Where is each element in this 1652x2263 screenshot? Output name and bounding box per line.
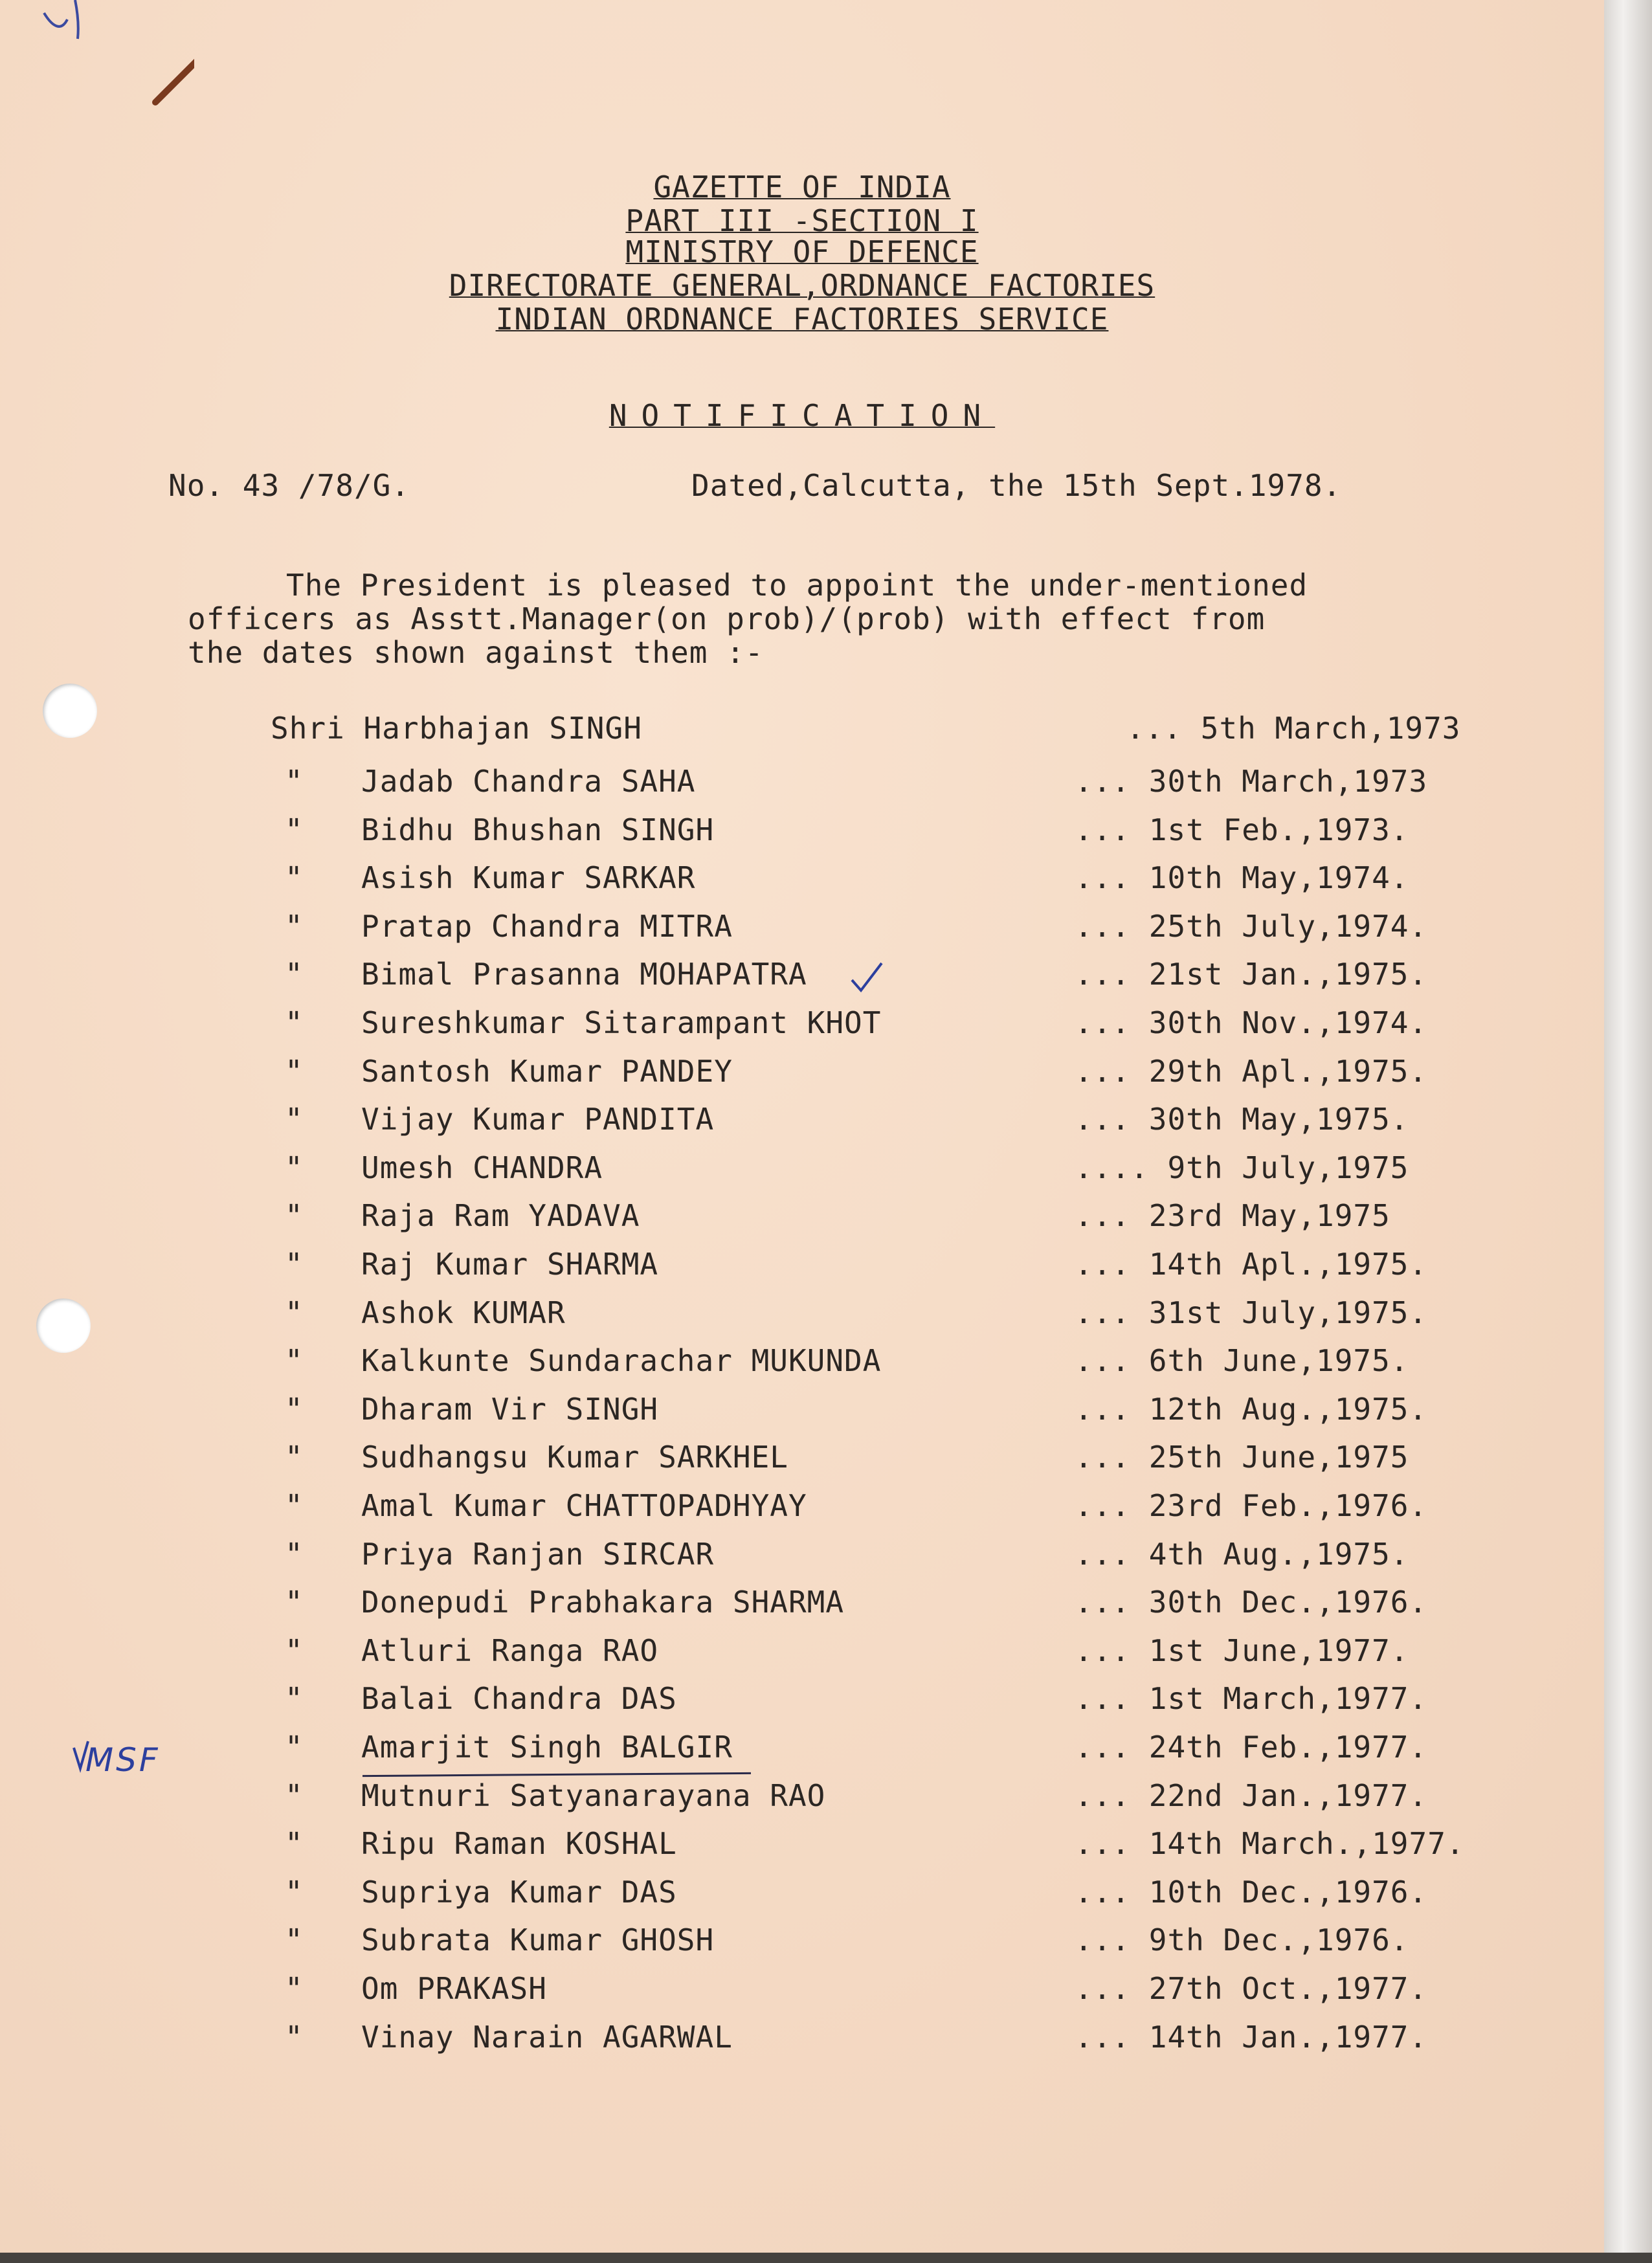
officer-row xyxy=(0,1633,1604,1672)
officer-row xyxy=(0,1537,1604,1576)
officer-date: ... 25th June,1975 xyxy=(1075,1440,1409,1475)
body-paragraph xyxy=(188,568,1308,669)
officer-name: Vinay Narain AGARWAL xyxy=(361,2019,733,2055)
officer-date: ... 9th Dec.,1976. xyxy=(1075,1923,1409,1958)
pencil-scribble-icon xyxy=(39,0,194,129)
officer-row xyxy=(0,1730,1604,1768)
officer-date: ... 1st Feb.,1973. xyxy=(1075,812,1409,847)
officer-date: ... 23rd Feb.,1976. xyxy=(1075,1488,1428,1523)
officer-row xyxy=(0,860,1604,899)
officer-date: ... 27th Oct.,1977. xyxy=(1075,1971,1428,2006)
body-line: The President is pleased to appoint the under-mentioned xyxy=(286,568,1308,603)
ditto-mark: " xyxy=(285,1391,304,1427)
officer-date: ... 14th Apl.,1975. xyxy=(1075,1247,1428,1282)
officer-date: ... 30th May,1975. xyxy=(1075,1102,1409,1137)
officer-row xyxy=(0,1392,1604,1431)
ditto-mark: " xyxy=(285,1778,304,1813)
officer-date: ... 6th June,1975. xyxy=(1075,1343,1409,1379)
officer-row xyxy=(0,764,1604,803)
officer-name: Santosh Kumar PANDEY xyxy=(361,1053,733,1089)
officer-name: Raj Kumar SHARMA xyxy=(361,1247,659,1282)
officer-name: Supriya Kumar DAS xyxy=(361,1874,677,1910)
ditto-mark: " xyxy=(285,764,304,799)
officer-date: ... 23rd May,1975 xyxy=(1075,1198,1390,1234)
ditto-mark: " xyxy=(285,1247,304,1282)
ditto-mark: " xyxy=(285,1150,304,1185)
header-ministry: MINISTRY OF DEFENCE xyxy=(625,234,979,269)
header-service: INDIAN ORDNANCE FACTORIES SERVICE xyxy=(495,302,1109,337)
officer-date: ... 25th July,1974. xyxy=(1075,908,1428,944)
officer-name: Mutnuri Satyanarayana RAO xyxy=(361,1778,826,1813)
officer-row xyxy=(0,1488,1604,1527)
ditto-mark: " xyxy=(285,1971,304,2006)
officer-row xyxy=(0,1778,1604,1817)
officer-name: Donepudi Prabhakara SHARMA xyxy=(361,1585,845,1620)
officer-name: Sudhangsu Kumar SARKHEL xyxy=(361,1440,788,1475)
officer-row xyxy=(0,2020,1604,2058)
ditto-mark: " xyxy=(285,957,304,992)
ditto-mark: " xyxy=(285,1730,304,1765)
officer-date: ... 1st March,1977. xyxy=(1075,1681,1428,1717)
tick-mark-icon xyxy=(71,1735,91,1774)
officer-name: Raja Ram YADAVA xyxy=(361,1198,640,1234)
officer-name: Vijay Kumar PANDITA xyxy=(361,1102,715,1137)
officer-name: Om PRAKASH xyxy=(361,1971,547,2006)
officer-date: ... 10th May,1974. xyxy=(1075,860,1409,896)
header-directorate: DIRECTORATE GENERAL,ORDNANCE FACTORIES xyxy=(449,268,1155,303)
officer-title: Shri Harbhajan SINGH xyxy=(271,711,642,746)
notification-title: NOTIFICATION xyxy=(608,398,996,433)
header-gazette: GAZETTE OF INDIA xyxy=(653,170,951,205)
officer-name: Pratap Chandra MITRA xyxy=(361,908,733,944)
ditto-mark: " xyxy=(285,1874,304,1910)
officer-date: ... 4th Aug.,1975. xyxy=(1075,1536,1409,1572)
margin-note: MSF xyxy=(85,1741,161,1779)
officer-date: ... 1st June,1977. xyxy=(1075,1633,1409,1668)
officer-date: ... 14th Jan.,1977. xyxy=(1075,2019,1428,2055)
officer-name: Priya Ranjan SIRCAR xyxy=(361,1536,715,1572)
ditto-mark: " xyxy=(285,1053,304,1089)
ditto-mark: " xyxy=(285,1826,304,1862)
officer-date: ... 12th Aug.,1975. xyxy=(1075,1391,1428,1427)
officer-date: ... 5th March,1973 xyxy=(1126,711,1461,746)
ditto-mark: " xyxy=(285,1198,304,1234)
ditto-mark: " xyxy=(285,1005,304,1040)
officer-name: Kalkunte Sundarachar MUKUNDA xyxy=(361,1343,882,1379)
officer-row xyxy=(0,1585,1604,1623)
officer-row xyxy=(0,1681,1604,1720)
officer-date: ... 21st Jan.,1975. xyxy=(1075,957,1428,992)
officer-row xyxy=(0,957,1604,996)
tick-mark-icon xyxy=(848,958,887,997)
ditto-mark: " xyxy=(285,908,304,944)
officer-row xyxy=(0,711,1604,750)
ditto-mark: " xyxy=(285,1295,304,1330)
officer-name: Amarjit Singh BALGIR xyxy=(361,1730,733,1765)
officer-name: Bidhu Bhushan SINGH xyxy=(361,812,715,847)
officer-name: Atluri Ranga RAO xyxy=(361,1633,659,1668)
officer-row xyxy=(0,909,1604,948)
ditto-mark: " xyxy=(285,2019,304,2055)
officer-date: ... 22nd Jan.,1977. xyxy=(1075,1778,1428,1813)
officer-date: ... 31st July,1975. xyxy=(1075,1295,1428,1330)
ditto-mark: " xyxy=(285,1102,304,1137)
officer-row xyxy=(0,1295,1604,1334)
scanner-shadow xyxy=(0,2253,1652,2263)
officer-name: Bimal Prasanna MOHAPATRA xyxy=(361,957,807,992)
ditto-mark: " xyxy=(285,1440,304,1475)
officer-date: ... 30th Dec.,1976. xyxy=(1075,1585,1428,1620)
officer-row xyxy=(0,1971,1604,2010)
officer-row xyxy=(0,1054,1604,1093)
officer-name: Amal Kumar CHATTOPADHYAY xyxy=(361,1488,807,1523)
ditto-mark: " xyxy=(285,860,304,896)
body-line: the dates shown against them :- xyxy=(188,635,764,670)
officer-name: Sureshkumar Sitarampant KHOT xyxy=(361,1005,882,1040)
ditto-mark: " xyxy=(285,1633,304,1668)
officer-name: Asish Kumar SARKAR xyxy=(361,860,696,896)
page-edge xyxy=(1604,0,1652,2263)
ditto-mark: " xyxy=(285,1585,304,1620)
officer-date: ... 30th March,1973 xyxy=(1075,764,1428,799)
officer-row xyxy=(0,812,1604,851)
reference-number: No. 43 /78/G. xyxy=(168,468,410,503)
officer-row xyxy=(0,1102,1604,1141)
officer-name: Ripu Raman KOSHAL xyxy=(361,1826,677,1862)
officer-date: ... 29th Apl.,1975. xyxy=(1075,1053,1428,1089)
officer-date: ... 24th Feb.,1977. xyxy=(1075,1730,1428,1765)
officer-row xyxy=(0,1343,1604,1382)
officer-row xyxy=(0,1198,1604,1237)
ditto-mark: " xyxy=(285,1681,304,1717)
officer-name: Umesh CHANDRA xyxy=(361,1150,603,1185)
officer-row xyxy=(0,1247,1604,1286)
officer-date: ... 10th Dec.,1976. xyxy=(1075,1874,1428,1910)
header-part: PART III -SECTION I xyxy=(625,203,979,238)
ditto-mark: " xyxy=(285,1536,304,1572)
officer-row xyxy=(0,1150,1604,1189)
officer-name: Ashok KUMAR xyxy=(361,1295,566,1330)
officer-row xyxy=(0,1440,1604,1478)
officer-name: Jadab Chandra SAHA xyxy=(361,764,696,799)
officer-row xyxy=(0,1005,1604,1044)
officer-date: ... 30th Nov.,1974. xyxy=(1075,1005,1428,1040)
ditto-mark: " xyxy=(285,1343,304,1379)
officer-date: ... 14th March.,1977. xyxy=(1075,1826,1465,1862)
officer-name: Dharam Vir SINGH xyxy=(361,1391,659,1427)
ditto-mark: " xyxy=(285,812,304,847)
officer-name: Balai Chandra DAS xyxy=(361,1681,677,1717)
officer-row xyxy=(0,1826,1604,1865)
officer-row xyxy=(0,1875,1604,1913)
body-line: officers as Asstt.Manager(on prob)/(prob) with effect from xyxy=(188,601,1266,636)
ditto-mark: " xyxy=(285,1488,304,1523)
officer-row xyxy=(0,1923,1604,1961)
dated-line: Dated,Calcutta, the 15th Sept.1978. xyxy=(691,468,1342,503)
officer-name: Subrata Kumar GHOSH xyxy=(361,1923,715,1958)
officer-date: .... 9th July,1975 xyxy=(1075,1150,1409,1185)
ditto-mark: " xyxy=(285,1923,304,1958)
